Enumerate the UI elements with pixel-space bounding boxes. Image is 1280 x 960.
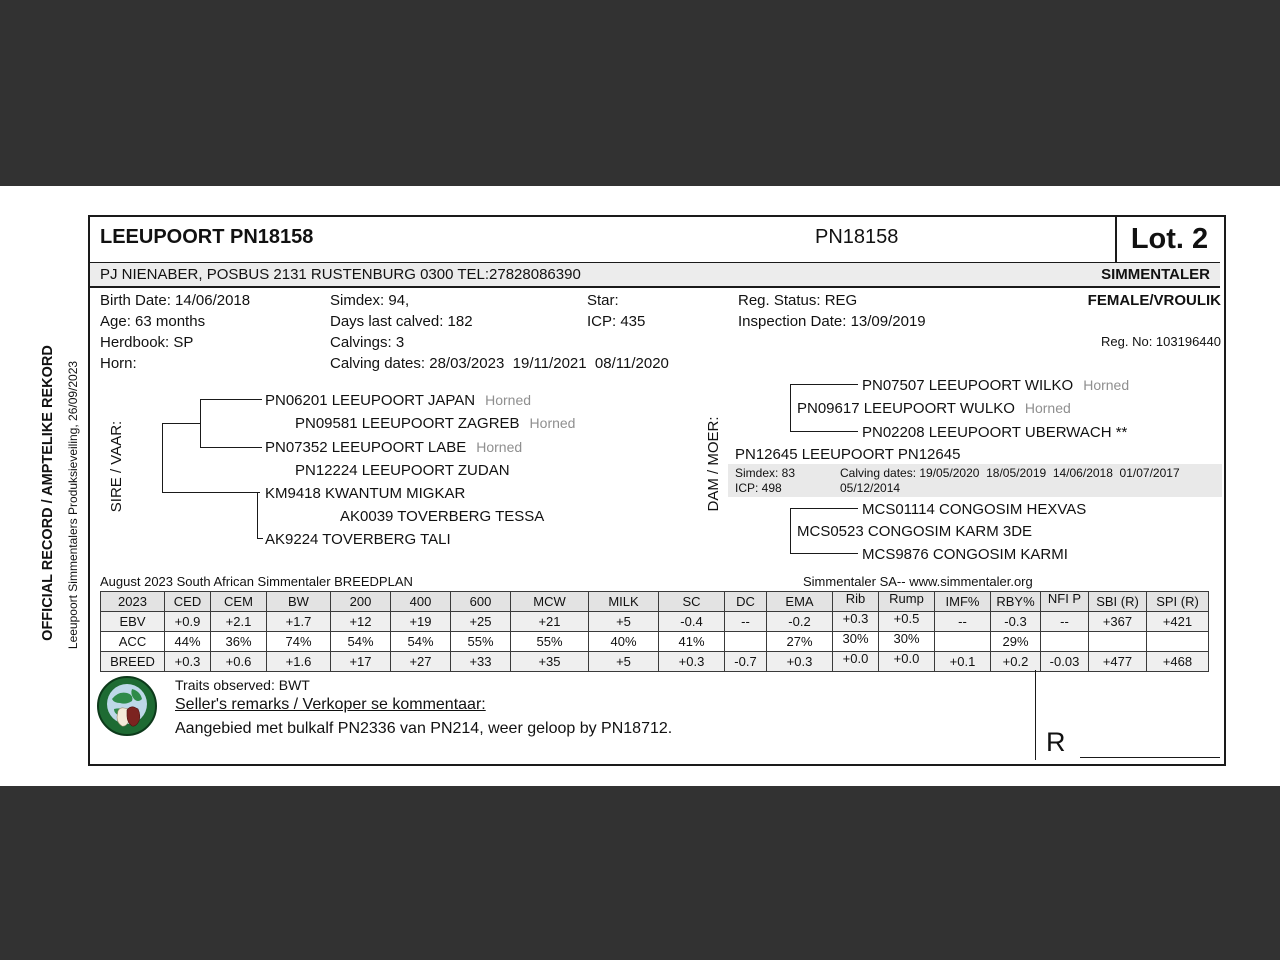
breedplan-col-header: DC	[725, 592, 767, 612]
pedigree-line	[790, 384, 858, 385]
animal-id: PN18158	[815, 226, 899, 248]
dam-ancestor-row	[797, 523, 1042, 540]
breedplan-cell: +19	[391, 612, 451, 632]
page-title: LEEUPOORT PN18158	[100, 226, 314, 248]
breedplan-cell: +0.3	[767, 652, 833, 672]
icp: ICP: 435	[587, 313, 646, 330]
simmentaler-logo-icon	[96, 675, 158, 737]
breedplan-cell: 54%	[331, 632, 391, 652]
breedplan-cell: +2.1	[211, 612, 267, 632]
dam-simdex: Simdex: 83	[735, 466, 796, 480]
ancestor-name: AK0039 TOVERBERG TESSA	[340, 508, 545, 525]
breedplan-col-header: CED	[165, 592, 211, 612]
breedplan-cell: BREED	[101, 652, 165, 672]
pedigree-line	[790, 508, 791, 553]
sex-label: FEMALE/VROULIK	[1087, 292, 1221, 309]
breedplan-cell: -0.7	[725, 652, 767, 672]
reg-status: Reg. Status: REG	[738, 292, 858, 309]
breedplan-cell: +0.5	[879, 612, 935, 632]
breedplan-cell: +367	[1089, 612, 1147, 632]
breedplan-col-header: SC	[659, 592, 725, 612]
pedigree-line	[200, 447, 262, 448]
horned-tag: Horned	[476, 439, 523, 455]
breedplan-cell: +0.0	[833, 652, 879, 672]
breedplan-cell	[1041, 632, 1089, 652]
bottom-band	[0, 786, 1280, 960]
breedplan-cell: EBV	[101, 612, 165, 632]
price-box-divider	[1035, 670, 1036, 760]
breedplan-cell: 54%	[391, 632, 451, 652]
breedplan-cell: +17	[331, 652, 391, 672]
traits-observed: Traits observed: BWT	[175, 677, 310, 693]
breedplan-cell: --	[725, 612, 767, 632]
breedplan-cell: -0.03	[1041, 652, 1089, 672]
breedplan-cell: --	[935, 612, 991, 632]
breedplan-cell: +468	[1147, 652, 1209, 672]
ancestor-name: AK9224 TOVERBERG TALI	[265, 531, 451, 548]
pedigree-line	[257, 538, 263, 539]
breedplan-col-header: Rump	[879, 592, 935, 612]
pedigree-line	[790, 553, 858, 554]
dam-extra-date: 05/12/2014	[840, 481, 901, 495]
ancestor-name: PN06201 LEEUPOORT JAPAN	[265, 392, 476, 409]
breedplan-cell: --	[1041, 612, 1089, 632]
pedigree-line	[162, 492, 260, 493]
breedplan-cell	[725, 632, 767, 652]
official-record-label: OFFICIAL RECORD / AMPTELIKE REKORD	[40, 345, 56, 641]
breedplan-col-header: 2023	[101, 592, 165, 612]
ancestor-name: PN09617 LEEUPOORT WULKO	[797, 400, 1015, 417]
breedplan-cell: +1.7	[267, 612, 331, 632]
breedplan-cell: 30%	[879, 632, 935, 652]
breedplan-cell: 55%	[451, 632, 511, 652]
breedplan-cell: +21	[511, 612, 589, 632]
breedplan-col-header: 200	[331, 592, 391, 612]
dam-ancestor-row	[862, 546, 1078, 563]
breedplan-cell: +0.2	[991, 652, 1041, 672]
breedplan-col-header: IMF%	[935, 592, 991, 612]
breedplan-cell: +421	[1147, 612, 1209, 632]
calving-dates: Calving dates: 28/03/2023 19/11/2021 08/11/2020	[330, 355, 669, 372]
event-label: Leeupoort Simmentalers Produksieveiling, 26/09/2023	[66, 360, 80, 650]
inspection-date: Inspection Date: 13/09/2019	[738, 313, 926, 330]
dam-ancestor-row	[862, 501, 1096, 518]
breedplan-cell: +5	[589, 652, 659, 672]
price-currency: R	[1046, 727, 1066, 757]
horned-tag: Horned	[1083, 377, 1130, 393]
breedplan-cell: +477	[1089, 652, 1147, 672]
breedplan-cell: -0.4	[659, 612, 725, 632]
breedplan-cell: 74%	[267, 632, 331, 652]
breedplan-cell: +35	[511, 652, 589, 672]
breedplan-col-header: SPI (R)	[1147, 592, 1209, 612]
breedplan-col-header: BW	[267, 592, 331, 612]
breedplan-cell	[1089, 632, 1147, 652]
dam-calving-dates: Calving dates: 19/05/2020 18/05/2019 14/06/2018 01/07/2017	[840, 466, 1180, 480]
dam-ancestor-row	[797, 400, 1071, 417]
breedplan-cell: -0.2	[767, 612, 833, 632]
breedplan-cell: +27	[391, 652, 451, 672]
breedplan-cell: +25	[451, 612, 511, 632]
ancestor-name: PN12224 LEEUPOORT ZUDAN	[295, 462, 510, 479]
breedplan-col-header: MCW	[511, 592, 589, 612]
breedplan-col-header: NFI P	[1041, 592, 1089, 612]
breedplan-cell: +12	[331, 612, 391, 632]
dam-ancestor-row	[735, 446, 970, 463]
top-band	[0, 0, 1280, 186]
dam-ancestor-row	[862, 424, 1137, 441]
breedplan-cell: +0.3	[165, 652, 211, 672]
breedplan-cell: +0.0	[879, 652, 935, 672]
price-underline	[1080, 757, 1220, 758]
sire-ancestor-row	[295, 415, 575, 432]
breedplan-cell	[1147, 632, 1209, 652]
ancestor-name: PN09581 LEEUPOORT ZAGREB	[295, 415, 520, 432]
pedigree-line	[162, 423, 163, 492]
owner-row	[90, 263, 1220, 288]
breedplan-cell: 41%	[659, 632, 725, 652]
breed-name: SIMMENTALER	[1101, 266, 1210, 283]
calvings: Calvings: 3	[330, 334, 405, 351]
ancestor-name: MCS01114 CONGOSIM HEXVAS	[862, 501, 1087, 518]
pedigree-line	[257, 492, 258, 538]
breedplan-cell: +0.9	[165, 612, 211, 632]
horned-tag: Horned	[529, 415, 576, 431]
horned-tag: Horned	[485, 392, 532, 408]
simdex: Simdex: 94,	[330, 292, 410, 309]
ancestor-name: MCS0523 CONGOSIM KARM 3DE	[797, 523, 1033, 540]
breedplan-cell: +0.1	[935, 652, 991, 672]
breedplan-col-header: MILK	[589, 592, 659, 612]
breedplan-col-header: SBI (R)	[1089, 592, 1147, 612]
breedplan-cell: 29%	[991, 632, 1041, 652]
breedplan-cell: ACC	[101, 632, 165, 652]
breedplan-cell: +0.3	[659, 652, 725, 672]
owner-line: PJ NIENABER, POSBUS 2131 RUSTENBURG 0300 TEL:27828086390	[100, 266, 581, 283]
horn: Horn:	[100, 355, 137, 372]
dam-ancestor-row	[862, 377, 1129, 394]
horned-tag: Horned	[1024, 400, 1071, 416]
pedigree-line	[790, 431, 858, 432]
breedplan-cell: +0.3	[833, 612, 879, 632]
dam-icp: ICP: 498	[735, 481, 782, 495]
sire-ancestor-row	[295, 462, 520, 479]
sire-group-label: SIRE / VAAR:	[108, 420, 125, 513]
breedplan-cell	[935, 632, 991, 652]
ancestor-name: KM9418 KWANTUM MIGKAR	[265, 485, 466, 502]
breedplan-cell: +33	[451, 652, 511, 672]
seller-remarks-heading: Seller's remarks / Verkoper se kommentaar:	[175, 696, 486, 713]
breedplan-col-header: 600	[451, 592, 511, 612]
breedplan-caption: August 2023 South African Simmentaler BREEDPLAN	[100, 574, 413, 589]
breedplan-col-header: 400	[391, 592, 451, 612]
breedplan-cell: 40%	[589, 632, 659, 652]
breedplan-cell: 36%	[211, 632, 267, 652]
lot-number: Lot. 2	[1115, 217, 1222, 262]
breedplan-cell: 44%	[165, 632, 211, 652]
breedplan-cell: -0.3	[991, 612, 1041, 632]
pedigree-line	[790, 384, 791, 431]
sire-ancestor-row	[265, 531, 461, 548]
herdbook: Herdbook: SP	[100, 334, 194, 351]
sire-ancestor-row	[340, 508, 554, 525]
breedplan-table	[100, 591, 1209, 672]
breedplan-cell: 30%	[833, 632, 879, 652]
ancestor-name: MCS9876 CONGOSIM KARMI	[862, 546, 1068, 563]
ancestor-name: PN07352 LEEUPOORT LABE	[265, 439, 467, 456]
age: Age: 63 months	[100, 313, 206, 330]
sire-ancestor-row	[265, 439, 522, 456]
pedigree-line	[790, 508, 858, 509]
pedigree-line	[200, 399, 262, 400]
breedplan-cell: +0.6	[211, 652, 267, 672]
star: Star:	[587, 292, 619, 309]
pedigree-line	[162, 423, 200, 424]
ancestor-name: PN07507 LEEUPOORT WILKO	[862, 377, 1074, 394]
seller-remarks-text: Aangebied met bulkalf PN2336 van PN214, weer geloop by PN18712.	[175, 720, 673, 737]
sire-ancestor-row	[265, 392, 531, 409]
breedplan-col-header: RBY%	[991, 592, 1041, 612]
breedplan-cell: 55%	[511, 632, 589, 652]
breedplan-col-header: EMA	[767, 592, 833, 612]
breedplan-cell: 27%	[767, 632, 833, 652]
birth-date: Birth Date: 14/06/2018	[100, 292, 251, 309]
pedigree-line	[200, 399, 201, 447]
breedplan-col-header: Rib	[833, 592, 879, 612]
ancestor-name: PN12645 LEEUPOORT PN12645	[735, 446, 961, 463]
breedplan-col-header: CEM	[211, 592, 267, 612]
sire-ancestor-row	[265, 485, 475, 502]
simmentaler-website: Simmentaler SA-- www.simmentaler.org	[803, 574, 1033, 589]
breedplan-cell: +1.6	[267, 652, 331, 672]
days-last-calved: Days last calved: 182	[330, 313, 473, 330]
dam-group-label: DAM / MOER:	[705, 416, 722, 512]
breedplan-cell: +5	[589, 612, 659, 632]
ancestor-name: PN02208 LEEUPOORT UBERWACH **	[862, 424, 1128, 441]
reg-no: Reg. No: 103196440	[1101, 334, 1221, 349]
